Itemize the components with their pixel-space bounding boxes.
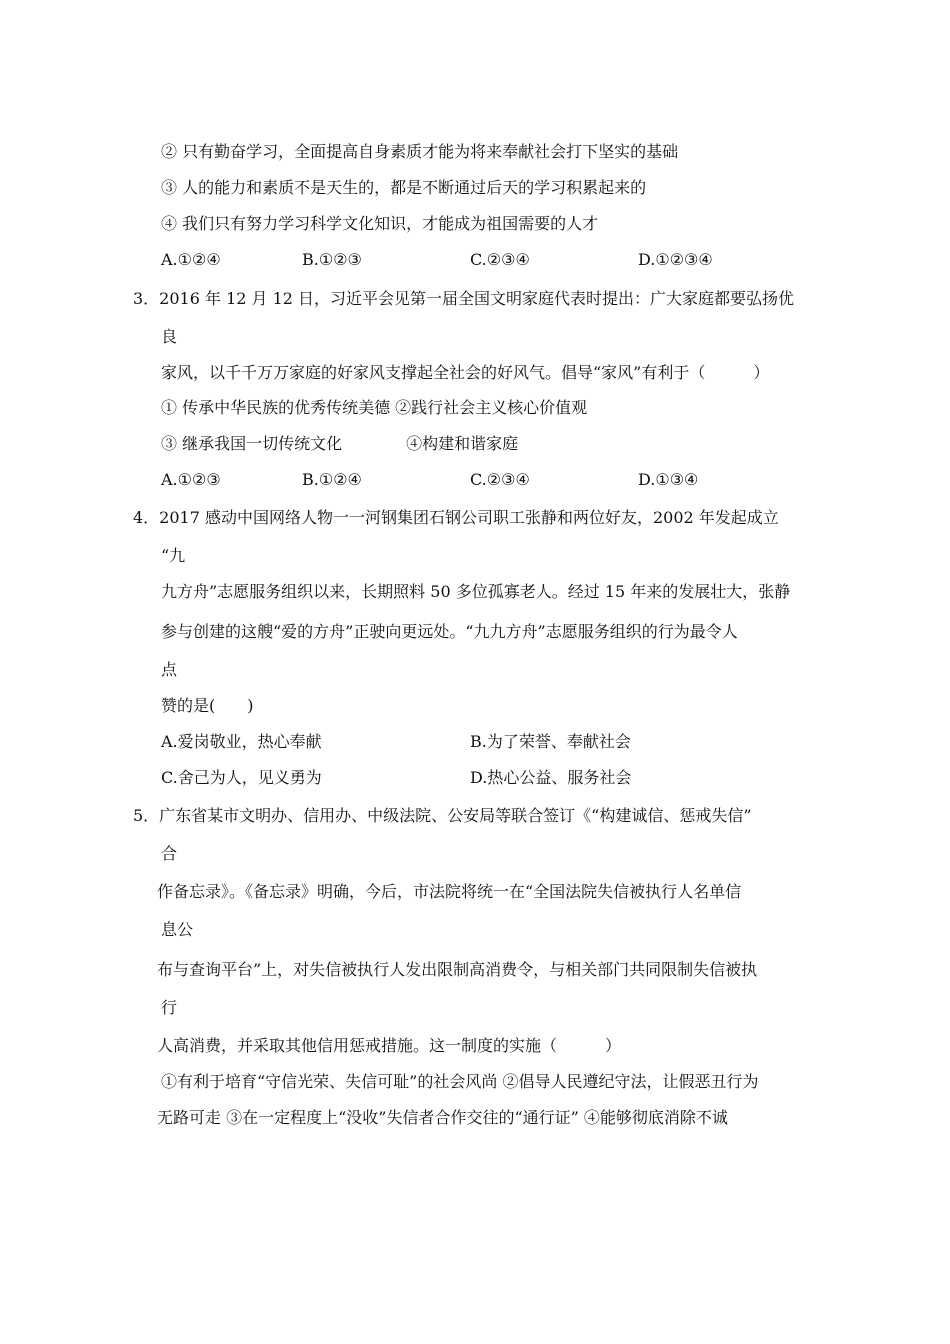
q3-item-1-2: ① 传承中华民族的优秀传统美德 ②践行社会主义核心价值观 [161, 398, 588, 417]
q4-stem-line-2: “九 [161, 546, 186, 565]
q4-option-b: B.为了荣誉、奉献社会 [470, 732, 631, 751]
q3-stem-line-3: 家风，以千千万万家庭的好家风支撑起全社会的好风气。倡导“家风”有利于（ ） [161, 363, 770, 382]
q2-option-d: D.①②③④ [638, 250, 713, 269]
q2-option-c: C.②③④ [470, 250, 530, 269]
q2-item-4: ④ 我们只有努力学习科学文化知识，才能成为祖国需要的人才 [161, 214, 599, 233]
q3-item-3-4: ③ 继承我国一切传统文化 ④构建和谐家庭 [161, 434, 519, 453]
q5-stem-line-2: 合 [161, 844, 178, 863]
q5-items-line-1: ①有利于培育“守信光荣、失信可耻”的社会风尚 ②倡导人民遵纪守法，让假恶丑行为 [161, 1072, 759, 1091]
q3-option-c: C.②③④ [470, 470, 530, 489]
q4-stem-line-3: 九方舟”志愿服务组织以来，长期照料 50 多位孤寡老人。经过 15 年来的发展壮大，张静 [161, 582, 791, 601]
q5-stem-line-7: 人高消费，并采取其他信用惩戒措施。这一制度的实施（ ） [157, 1036, 622, 1055]
q3-option-d: D.①③④ [638, 470, 699, 489]
q2-item-2: ② 只有勤奋学习，全面提高自身素质才能为将来奉献社会打下坚实的基础 [161, 142, 679, 161]
q5-stem-line-4: 息公 [161, 920, 194, 939]
q4-option-a: A.爱岗敬业，热心奉献 [161, 732, 322, 751]
q5-stem-line-6: 行 [161, 998, 178, 1017]
q4-option-c: C.舍己为人，见义勇为 [161, 768, 322, 787]
q4-stem-line-6: 赞的是( ) [161, 696, 254, 715]
q5-stem-line-5: 布与查询平台”上，对失信被执行人发出限制高消费令，与相关部门共同限制失信被执 [157, 960, 758, 979]
q4-stem-line-4: 参与创建的这艘“爱的方舟”正驶向更远处。“九九方舟”志愿服务组织的行为最令人 [161, 622, 738, 641]
q5-items-line-2: 无路可走 ③在一定程度上“没收”失信者合作交往的“通行证” ④能够彻底消除不诚 [157, 1108, 728, 1127]
q2-item-3: ③ 人的能力和素质不是天生的，都是不断通过后天的学习积累起来的 [161, 178, 647, 197]
q3-stem-line-1: 3．2016 年 12 月 12 日，习近平会见第一届全国文明家庭代表时提出：广大家庭都要弘扬优 [133, 289, 795, 308]
q4-stem-line-1: 4．2017 感动中国网络人物一一河钢集团石钢公司职工张静和两位好友，2002 年发起成立 [133, 508, 779, 527]
q2-option-b: B.①②③ [302, 250, 362, 269]
q3-option-b: B.①②④ [302, 470, 362, 489]
q5-stem-line-1: 5．广东省某市文明办、信用办、中级法院、公安局等联合签订《“构建诚信、惩戒失信” [133, 806, 752, 825]
q2-option-a: A.①②④ [161, 250, 221, 269]
q5-stem-line-3: 作备忘录》。《备忘录》明确，今后，市法院将统一在“全国法院失信被执行人名单信 [157, 882, 742, 901]
q4-option-d: D.热心公益、服务社会 [470, 768, 632, 787]
q4-stem-line-5: 点 [161, 660, 178, 679]
q3-option-a: A.①②③ [161, 470, 221, 489]
q3-stem-line-2: 良 [161, 327, 178, 346]
